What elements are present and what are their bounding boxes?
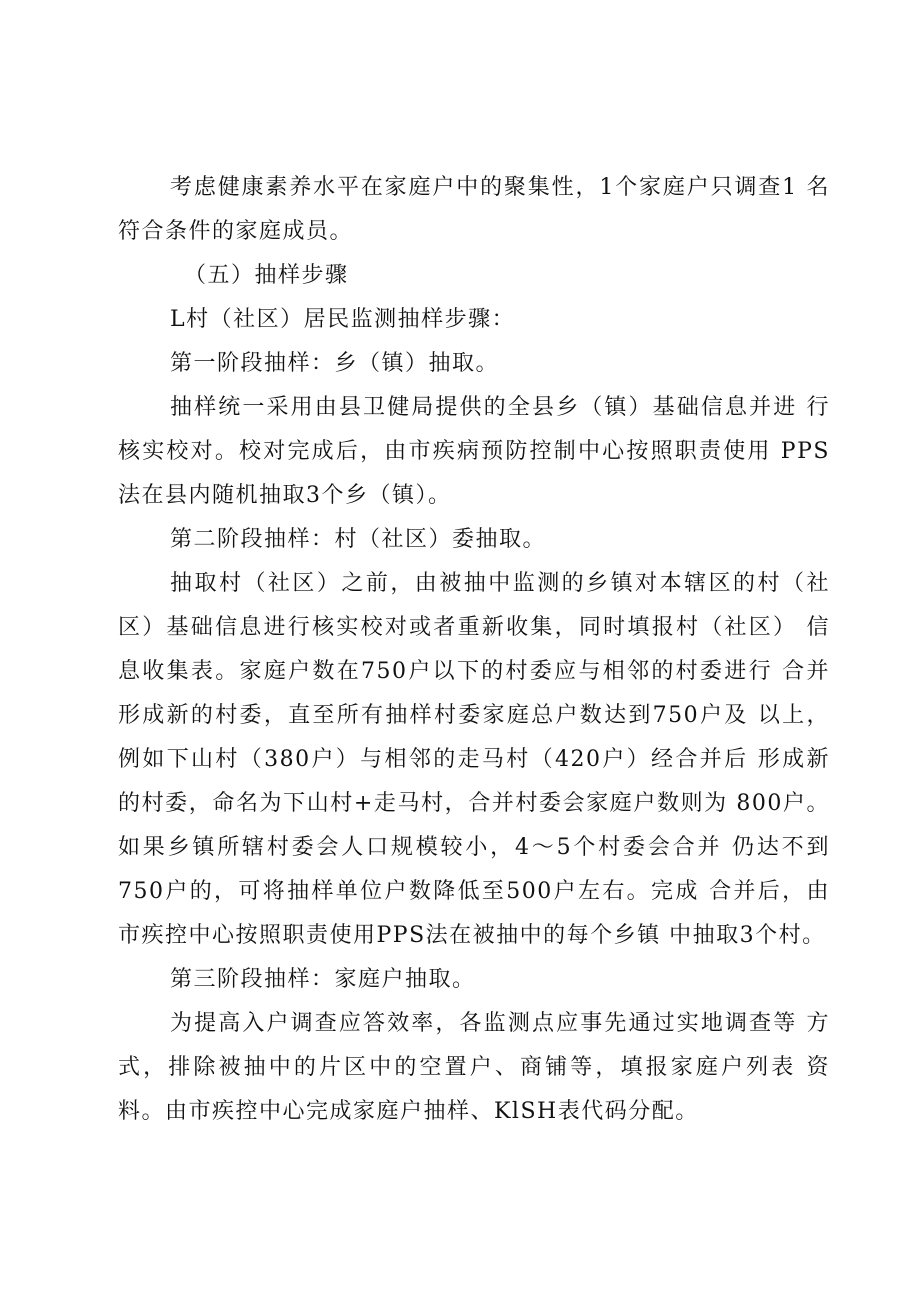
paragraph-stage-three-detail: 为提高入户调查应答效率，各监测点应事先通过实地调查等 方式，排除被抽中的片区中的空置户、商铺等，填报家庭户列表 资料。由市疾控中心完成家庭户抽样、KlSH表代码分配。 bbox=[118, 1011, 830, 1124]
paragraph-stage-two-detail: 抽取村（社区）之前，由被抽中监测的乡镇对本辖区的村（社 区）基础信息进行核实校对或者重新收集，同时填报村（社区） 信息收集表。家庭户数在750户以下的村委应与相邻的村委进行 合并形成新的村委，直至所有抽样村委家庭总户数达到750户及 以上，例如下山村（380户）与相邻的走马村（420户）经合并后 形成新的村委，命名为下山村+走马村，合并村委会家庭户数则为 800户。如果乡镇所辖村委会人口规模较小，4～5个村委会合并 仍达不到750户的，可将抽样单位户数降低至500户左右。完成 合并后，由市疾控中心按照职责使用PPS法在被抽中的每个乡镇 中抽取3个村。 bbox=[118, 571, 830, 948]
stage-two-heading: 第二阶段抽样：村（社区）委抽取。 bbox=[170, 527, 547, 552]
paragraph-household-clustering: 考虑健康素养水平在家庭户中的聚集性，1个家庭户只调查1 名符合条件的家庭成员。 bbox=[118, 175, 830, 244]
paragraph-village-sampling-intro: L村（社区）居民监测抽样步骤： bbox=[170, 307, 516, 332]
document-body bbox=[118, 166, 830, 1134]
section-heading-sampling-steps: （五）抽样步骤 bbox=[184, 263, 349, 288]
stage-three-heading: 第三阶段抽样：家庭户抽取。 bbox=[170, 967, 476, 992]
paragraph-stage-one-detail: 抽样统一采用由县卫健局提供的全县乡（镇）基础信息并进 行核实校对。校对完成后，由市疾病预防控制中心按照职责使用 PPS法在县内随机抽取3个乡（镇）。 bbox=[118, 395, 830, 508]
stage-one-heading: 第一阶段抽样：乡（镇）抽取。 bbox=[170, 351, 500, 376]
